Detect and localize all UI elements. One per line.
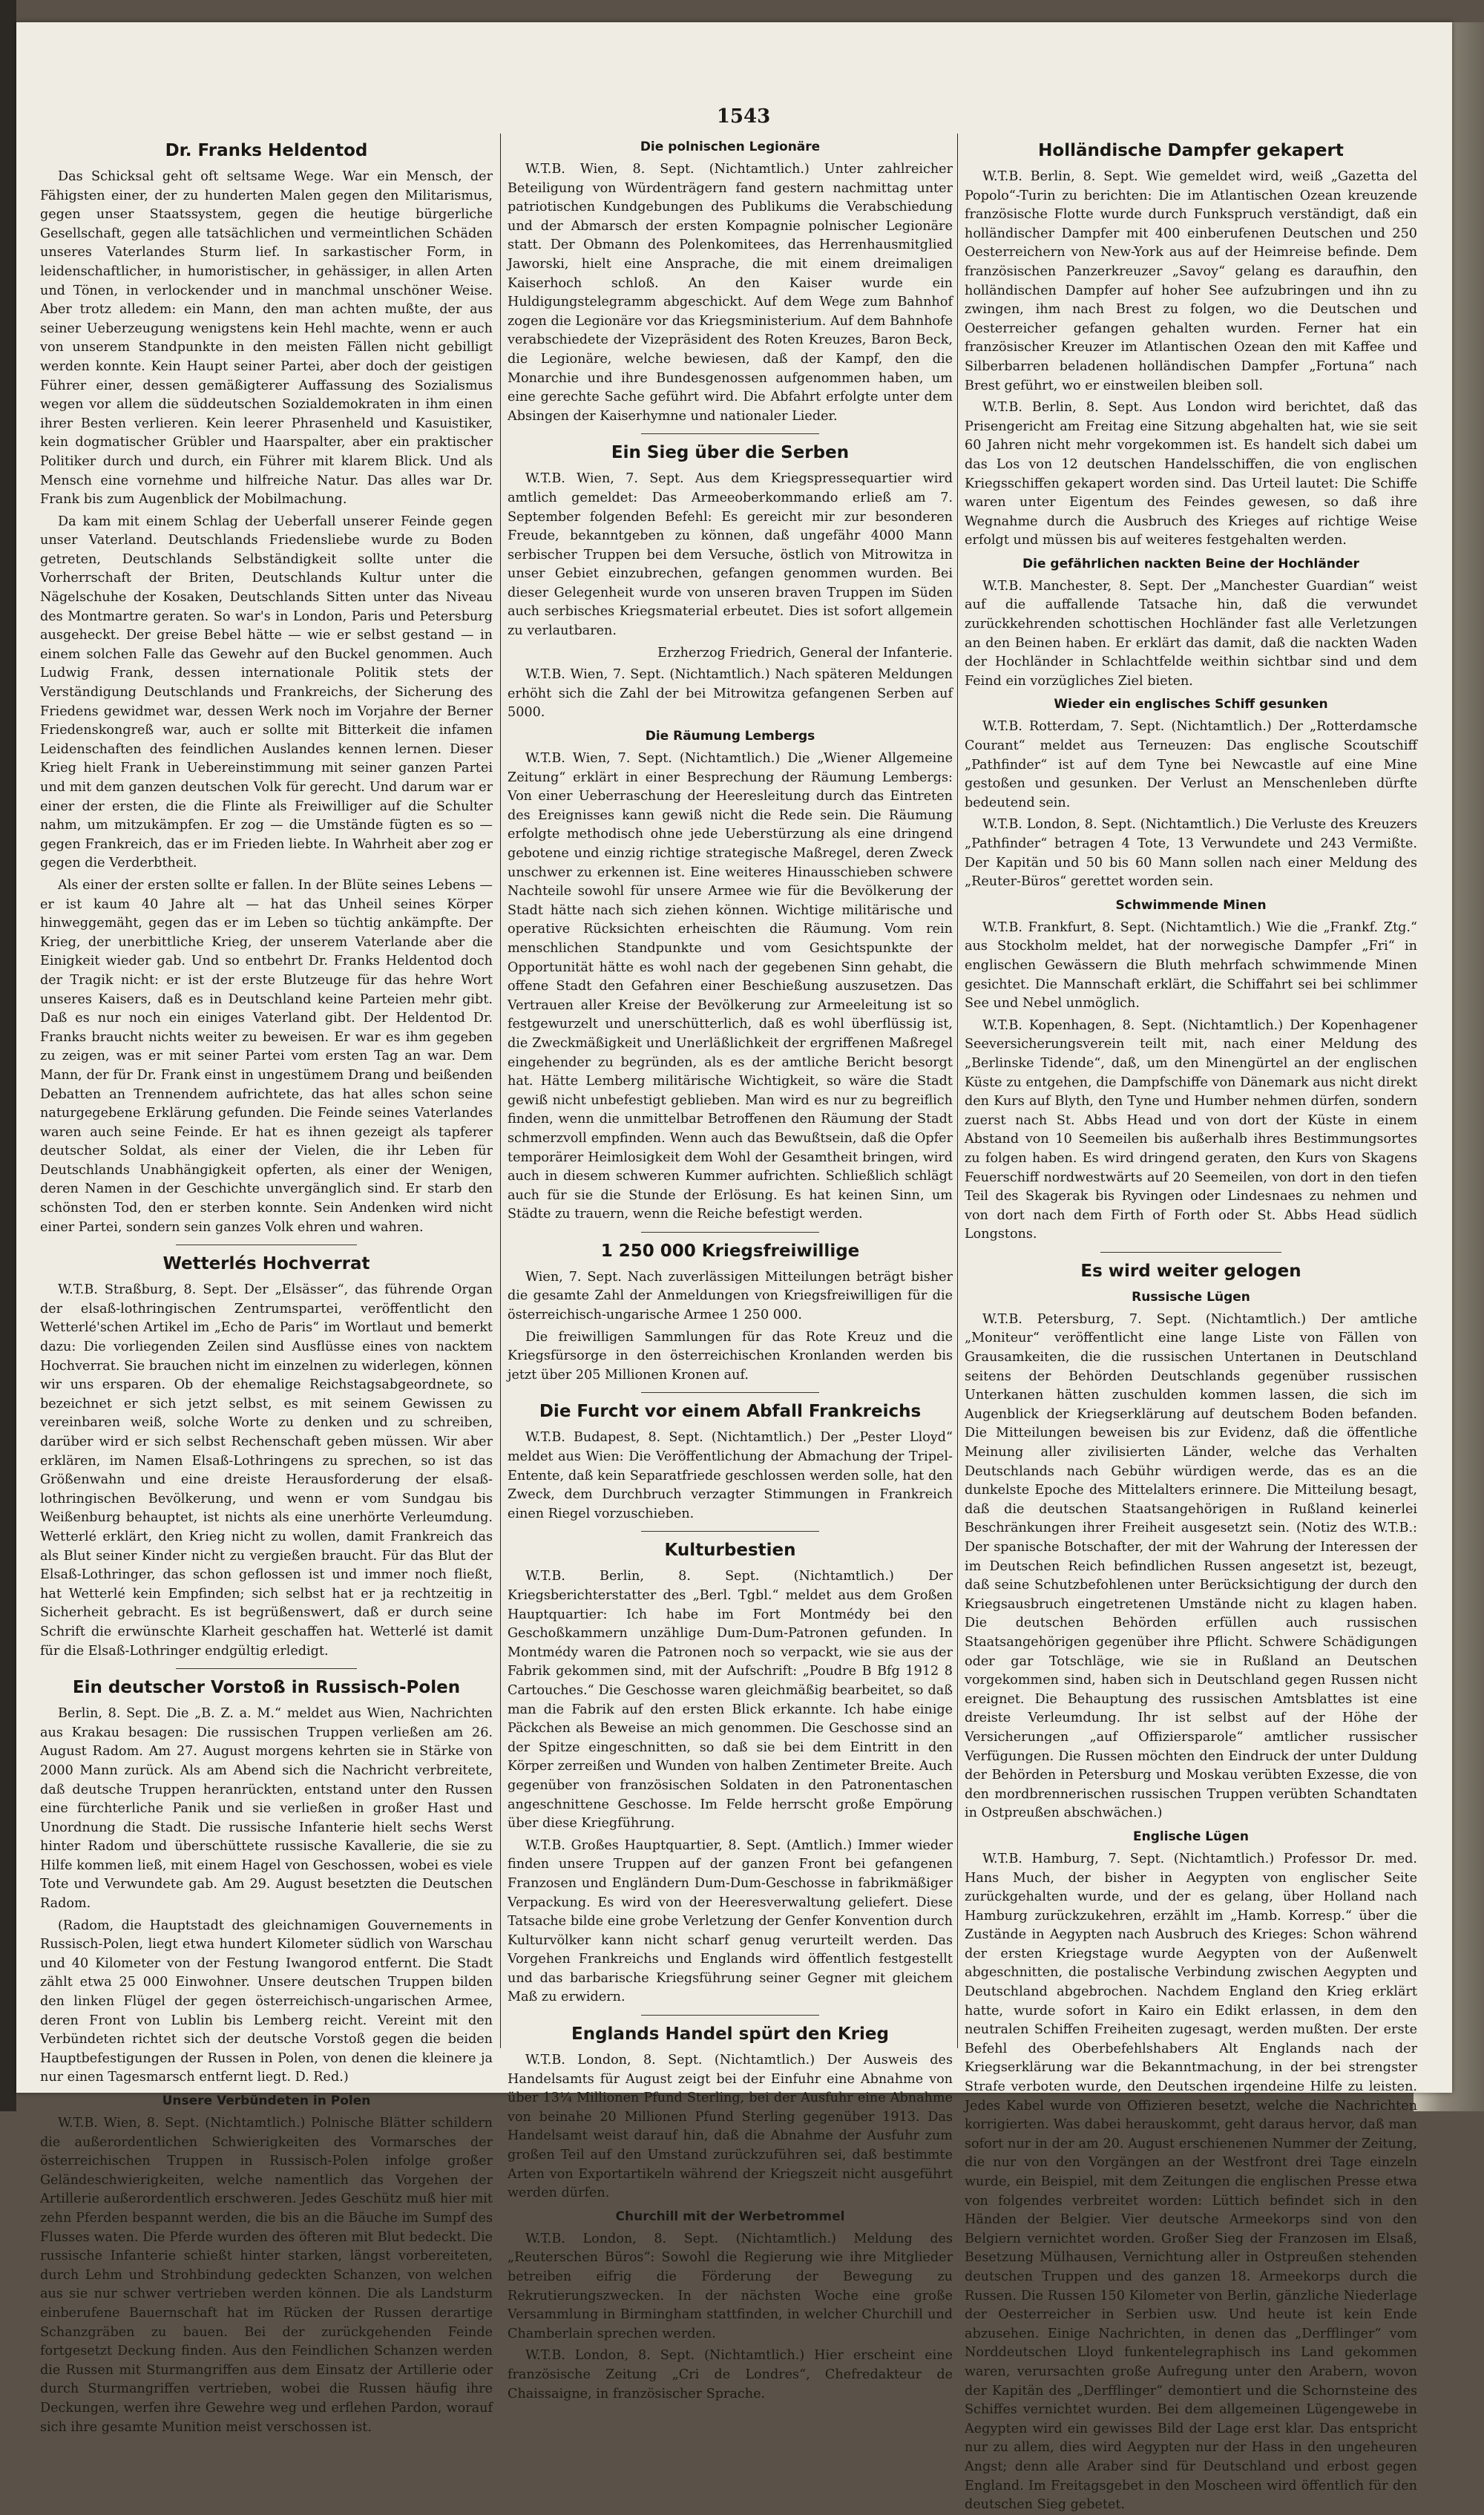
article-paragraph: Als einer der ersten sollte er fallen. In der Blüte seines Lebens — er ist kaum 40 Jahre alt — hat das Unheil seines Körper hinweggemäht, gegen das er im Leben so tüchtig ankämpfte. Der Krieg, der unerbittliche Krieg, der unserem Vaterlande aber die Einigkeit wieder gab. Und so entbehrt Dr. Franks Heldentod doch der Tragik nicht: er ist der erste Blutzeuge für das hehre Wort unseres Kaisers, daß es in Deutschland keine Parteien mehr gibt. Daß es nur noch ein einiges Vaterland gibt. Der Heldentod Dr. Franks braucht nichts weiter zu beweisen. Er war es ihm gegeben zu zeigen, was er mit seiner Partei vom ersten Tag an war. Dem Mann, der für Dr. Frank einst in ungestümem Drang und beißenden Debatten an Trennendem aufrichtete, das hat alles schon seine naturgegebene Erklärung gefunden. Die Feinde seines Vaterlandes waren auch seine Feinde. Er hat es ihnen gezeigt als tapferer deutscher Soldat, als einer der Vielen, die ihr Leben für Deutschlands Unabhängigkeit opferten, als einer der Wenigen, deren Namen in der Geschichte unvergänglich sind. Er starb den schönsten Tod, den er sterben konnte. Sein Andenken wird nicht einer Partei, sondern sein ganzes Volk ehren und wahren. bbox=[40, 877, 493, 1235]
article-paragraph: W.T.B. Berlin, 8. Sept. Wie gemeldet wird, weiß „Gazetta del Popolo“-Turin zu berichten: Die im Atlantischen Ozean kreuzende französische Flotte wurde durch Funkspruch verständigt, daß ein holländischer Dampfer mit 400 einberufenen Deutschen und 250 Oesterreichern von New-York aus auf der Heimreise befinde. Dem französischen Panzerkreuzer „Savoy“ gelang es daraufhin, den holländischen Dampfer auf hoher See aufzubringen und ihn zu zwingen, ihm nach Brest zu folgen, wo die Deutschen und Oesterreicher gefangen gehalten wurden. Ferner hat ein französischer Kreuzer im Atlantischen Ozean den mit Kaffee und Silberbarren beladenen holländischen Dampfer „Fortuna“ nach Brest geführt, wo er einstweilen bleiben soll. bbox=[965, 169, 1417, 393]
column-left bbox=[40, 134, 493, 2435]
article-paragraph: W.T.B. Wien, 7. Sept. (Nichtamtlich.) Nach späteren Meldungen erhöht sich die Zahl der bei Mitrowitza gefangenen Serben auf 5000. bbox=[508, 667, 953, 721]
article-separator bbox=[641, 1531, 819, 1532]
article-separator bbox=[641, 433, 819, 434]
article-subheading: Wieder ein englisches Schiff gesunken bbox=[1054, 697, 1328, 712]
article-paragraph: W.T.B. Budapest, 8. Sept. (Nichtamtlich.) Der „Pester Lloyd“ meldet aus Wien: Die Veröffentlichung der Abmachung der Tripel-Entente, daß kein Separatfriede geschlossen werden solle, hat den Zweck, dem Durchbruch verzagter Stimmungen in Frankreich einen Riegel vorzuschieben. bbox=[508, 1430, 953, 1521]
article-subheading: Russische Lügen bbox=[1132, 1289, 1250, 1305]
article-subheading: Unsere Verbündeten in Polen bbox=[162, 2093, 371, 2108]
article-separator bbox=[641, 1232, 819, 1233]
article-paragraph: Wien, 7. Sept. Nach zuverlässigen Mitteilungen beträgt bisher die gesamte Zahl der Anmeldungen von Kriegsfreiwilligen für die österreichisch-ungarische Armee 1 250 000. bbox=[508, 1269, 953, 1323]
article-paragraph: W.T.B. Hamburg, 7. Sept. (Nichtamtlich.) Professor Dr. med. Hans Much, der bisher in Aegypten von englischer Seite zurückgehalten wurde, und der es gelang, über Holland nach Hamburg zurückzukehren, erzählt im „Hamb. Korresp.“ über die Zustände in Aegypten nach Ausbruch des Krieges: Schon während der ersten Kriegstage wurde Aegypten von der Außenwelt abgeschnitten, die postalische Verbindung zwischen Aegypten und Deutschland abgebrochen. Nachdem England den Krieg erklärt hatte, wurde sofort in Kairo ein Edikt erlassen, in dem den neutralen Schiffen Freiheiten zugesagt, werden mußten. Der erste Befehl des Oberbefehlshabers Alt Englands nach der Kriegserklärung war die Bekanntmachung, in der bei strengster Strafe verboten wurde, den Deutschen irgendeine Hilfe zu leisten. Jedes Kabel wurde von Offizieren besetzt, welche die Nachrichten korrigierten. Was dabei herauskommt, geht daraus hervor, daß man sofort nur in der am 20. August erschienenen Nummer der Zeitung, die nur von den Vorgängen an der Westfront drei Tage einzeln wurde, ein Beispiel, mit dem Zeitungen die englischen Presse etwa von folgendes verbreitet worden: Lüttich befindet sich in den Händen der Belgier. Vier deutsche Armeekorps sind von den Belgiern vernichtet worden. Großer Sieg der Franzosen im Elsaß, Besetzung Mülhausen, Vernichtung aller in Ostpreußen stehenden deutschen Truppen und des ganzen 18. Armeekorps durch die Russen. Die Russen 150 Kilometer von Berlin, gänzliche Niederlage der Oesterreicher in Serbien usw. Und heute ist kein Ende abzusehen. Einige Nachrichten, in denen das „Derfflinger“ vom Norddeutschen Lloyd funkentelegraphisch ins Land gekommen waren, verursachten große Aufregung unter den Arabern, wovon der Kapitän des „Derfflinger“ demontiert und die Schornsteine des Schiffes vernichtet wurden. Bei dem allgemeinen Lügengewebe in Aegypten wird ein gewisses Bild der Lage erst klar. Das entspricht nur zu allem, dies wird Aegypten nur der Hass in den ungeheuren Angst; denn alle Araber sind für Deutschland und erbost gegen England. Im Freitagsgebet in den Moscheen wird öffentlich für den deutschen Sieg gebetet. bbox=[965, 1851, 1417, 2513]
column-right bbox=[965, 134, 1417, 2513]
article-headline: Wetterlés Hochverrat bbox=[162, 1254, 370, 1274]
article-paragraph: W.T.B. Frankfurt, 8. Sept. (Nichtamtlich.) Wie die „Frankf. Ztg.“ aus Stockholm meldet, hat der norwegische Dampfer „Fri“ in englischen Gewässern die Bluth mehrfach schwimmende Minen gesichtet. Die Mannschaft erklärt, die Schiffahrt sei bei schlimmer See und Nebel unmöglich. bbox=[965, 919, 1417, 1011]
article-paragraph: W.T.B. Wien, 8. Sept. (Nichtamtlich.) Polnische Blätter schildern die außerordentlichen Schwierigkeiten des Vormarsches der österreichischen Truppen in Russisch-Polen infolge großer Geländeschwierigkeiten, welche namentlich das Vorgehen der Artillerie außerordentlich erschweren. Jedes Geschütz muß hier mit zehn Pferden bespannt werden, die bis an die Bäuche im Sumpf des Flusses waten. Die Pferde wurden des öfteren mit Blut bedeckt. Die russische Infanterie schießt hinter starken, längst vorbereiteten, durch Lehm und Strohbindung gedeckten Schanzen, von welchen aus sie nur schwer vertrieben werden können. Die als Landsturm einberufene Bauernschaft hat im Rücken der Russen derartige Schanzgräben zu bauen. Bei der zurückgehenden Feinde fortgesetzt Deckung finden. Aus den Feindlichen Schanzen werden die Russen mit Sturmangriffen aus dem Einsatz der Artillerie oder durch Sturmangriffen vertrieben, wobei die Russen häufig ihre Deckungen, werfen ihre Gewehre weg und erflehen Pardon, worauf sich ihre gesamte Munition meist verschossen ist. bbox=[40, 2116, 493, 2435]
article-paragraph: W.T.B. Wien, 7. Sept. Aus dem Kriegspressequartier wird amtlich gemeldet: Das Armeeoberkommando erließ am 7. September folgenden Befehl: Es gereicht mir zur besonderen Freude, bekanntgeben zu können, daß ungefähr 4000 Mann serbischer Truppen bei dem Versuche, östlich von Mitrowitza in unser Gebiet einzubrechen, gefangen genommen wurden. Bei dieser Gelegenheit wurde von unseren braven Truppen im Süden auch serbisches Kriegsmaterial erbeutet. Dies ist sofort allgemein zu verlautbaren. bbox=[508, 471, 953, 639]
page-number: 1543 bbox=[716, 105, 771, 128]
article-paragraph: W.T.B. Berlin, 8. Sept. (Nichtamtlich.) Der Kriegsberichterstatter des „Berl. Tgbl.“ meldet aus dem Großen Hauptquartier: Ich habe im Fort Montmédy bei den Geschoßkammern unzählige Dum-Dum-Patronen gefunden. In Montmédy waren die Patronen noch so verpackt, wie sie aus der Fabrik gekommen sind, mit der Aufschrift: „Poudre B Bfg 1912 8 Cartouches.“ Die Geschosse waren gleichmäßig bearbeitet, so daß man die Fabrik auf den ersten Blick erkannte. Ich habe einige Päckchen als Beweise an mich genommen. Die Geschosse sind an der Spitze eingeschnitten, so daß sie bei dem Eintritt in den Körper zerreißen und Wunden von halben Zentimeter Breite. Auch gegenüber von französischen Soldaten in den Patronentaschen angeschnittene Geschosse. Im Felde herrscht große Empörung über diese Kriegführung. bbox=[508, 1569, 953, 1832]
article-paragraph: W.T.B. London, 8. Sept. (Nichtamtlich.) Meldung des „Reuterschen Büros“: Sowohl die Regierung wie ihre Mitglieder betreiben eifrig die Förderung der Bewegung zu Rekrutierungszwecken. In der nächsten Woche eine große Versammlung in Birmingham stattfinden, in welcher Churchill und Chamberlain sprechen werden. bbox=[508, 2231, 953, 2341]
article-headline: 1 250 000 Kriegsfreiwillige bbox=[600, 1241, 860, 1261]
article-subheading: Englische Lügen bbox=[1132, 1829, 1250, 1844]
book-spine-shadow bbox=[0, 0, 16, 2111]
article-paragraph: W.T.B. Manchester, 8. Sept. Der „Manchester Guardian“ weist auf die auffallende Tatsache hin, daß die verwundet zurückkehrenden schottischen Hochländer fast alle Verletzungen an den Beinen haben. Er erklärt das damit, daß die nackten Waden der Hochländer in Schlachtfelde weithin sichtbar sind und dem Feind ein vorzügliches Ziel bieten. bbox=[965, 578, 1417, 689]
article-separator bbox=[641, 2015, 819, 2016]
article-separator bbox=[176, 1668, 357, 1669]
article-subheading: Schwimmende Minen bbox=[1115, 897, 1267, 913]
newspaper-page bbox=[16, 22, 1452, 2513]
article-headline: Die Furcht vor einem Abfall Frankreichs bbox=[539, 1402, 922, 1422]
article-headline: Englands Handel spürt den Krieg bbox=[571, 2024, 889, 2045]
article-paragraph: W.T.B. Petersburg, 7. Sept. (Nichtamtlich.) Der amtliche „Moniteur“ veröffentlicht eine lange Liste von Fällen von Grausamkeiten, die die russischen Untertanen in Deutschland seitens der Behörden Deutschlands gegenüber russischen Unterkanen hätten zuschulden kommen lassen, die sich im Augenblick der Kriegserklärung auf deutschem Boden befanden. Die Mitteilungen beweisen bis zur Evidenz, daß die öffentliche Meinung aller zivilisierten Länder, welche das Verhalten Deutschlands nach Gebühr würdigen werde, das es an die dunkelste Epoche des Mittelalters erinnere. Die Mitteilung besagt, daß die deutschen Staatsangehörigen in Rußland keinerlei Beschränkungen ihrer Freiheit ausgesetzt sein. (Notiz des W.T.B.: Der spanische Botschafter, der mit der Wahrung der Interessen der im Deutschen Reich befindlichen Russen angesetzt ist, bezeugt, daß seine Schutzbefohlenen unter Berücksichtigung der durch den Kriegsausbruch eingetretenen Umstände nicht zu klagen haben. Die deutschen Behörden erfüllen auch russischen Staatsangehörigen gegenüber ihre Pflicht. Schwere Schädigungen oder gar Totschläge, wie sie in Rußland an Deutschen vorgekommen sind, haben sich in Deutschland gegen Russen nicht ereignet. Die Behauptung des russischen Amtsblattes ist eine dreiste Verleumdung. Ihr ist selbst auf der Höhe der Versicherungen „auf Offiziersparole“ amtlicher russischer Verfügungen. Die Russen möchten den Eindruck der unter Duldung der Behörden in Petersburg und Moskau verübten Exzesse, die von den mordbrennerischen russischen Truppen verübten Schandtaten in Ostpreußen abschwächen.) bbox=[965, 1311, 1417, 1821]
article-headline: Ein Sieg über die Serben bbox=[611, 443, 850, 463]
article-subheading: Die polnischen Legionäre bbox=[640, 140, 821, 154]
article-paragraph: W.T.B. London, 8. Sept. (Nichtamtlich.) Der Ausweis des Handelsamts für August zeigt bei der Einfuhr eine Abnahme von über 13¼ Millionen Pfund Sterling, bei der Ausfuhr eine Abnahme von beinahe 20 Millionen Pfund Sterling gegenüber 1913. Das Handelsamt weist darauf hin, daß die Abnahme der Ausfuhr zum großen Teil auf den Umstand zurückzuführen sei, daß bestimmte Arten von Exportartikeln während der Kriegszeit nicht ausgeführt werden dürfen. bbox=[508, 2053, 953, 2201]
article-separator bbox=[1100, 1252, 1281, 1253]
article-headline: Ein deutscher Vorstoß in Russisch-Polen bbox=[72, 1678, 461, 1698]
article-headline: Dr. Franks Heldentod bbox=[165, 141, 368, 160]
article-paragraph: W.T.B. London, 8. Sept. (Nichtamtlich.) Hier erscheint eine französische Zeitung „Cri de Londres“, Chefredakteur de Chaissaigne, in französischer Sprache. bbox=[508, 2348, 953, 2401]
article-paragraph: W.T.B. Straßburg, 8. Sept. Der „Elsässer“, das führende Organ der elsaß-lothringischen Zentrumspartei, veröffentlicht den Wetterlé'schen Artikel im „Echo de Paris“ im Wortlaut und bemerkt dazu: Die vorliegenden Zeilen sind Ausflüsse eines von nacktem Hochverrat. Sie brauchen nicht im einzelnen zu widerlegen, können wir uns ersparen. Ob der ehemalige Reichstagsabgeordnete, so bezeichnet er sich jetzt selbst, es mit seinem Gewissen zu vereinbaren weiß, solche Worte zu denken und zu schreiben, darüber wird er sich selbst Rechenschaft geben müssen. Wir aber erklären, im Namen Elsaß-Lothringens zu sprechen, so ist das Größenwahn und eine dreiste Herausforderung der elsaß-lothringischen Bevölkerung, und wenn er vom Sundgau bis Weißenburg behauptet, ist nichts als eine unerhörte Verleumdung. Wetterlé erklärt, den Krieg nicht zu wollen, damit Frankreich das als Blut seiner Kinder nicht zu vergießen braucht. Für das Blut der Elsaß-Lothringer, das schon geflossen ist und immer noch fließt, hat Wetterlé kein Empfinden; sich selbst hat er ja rechtzeitig in Sicherheit gebracht. Es ist begrüßenswert, daß er durch seine Schrift die erwünschte Klarheit geschaffen hat. Wetterlé ist damit für die Elsaß-Lothringer endgültig erledigt. bbox=[40, 1282, 493, 1659]
article-subheading: Die Räumung Lembergs bbox=[645, 729, 815, 744]
column-rule bbox=[957, 134, 958, 2048]
article-separator bbox=[641, 1392, 819, 1393]
article-headline: Holländische Dampfer gekapert bbox=[1038, 141, 1344, 160]
article-paragraph: W.T.B. Berlin, 8. Sept. Aus London wird berichtet, daß das Prisengericht am Freitag eine Sitzung abgehalten hat, wie sie seit 60 Jahren nicht mehr vorgekommen ist. Es handelt sich dabei um das Los von 12 deutschen Handelsschiffen, die von englischen Kriegsschiffen gekapert worden sind. Das Urteil lautet: Die Schiffe waren unter Eigentum des Feindes gewesen, so daß ihre Wegnahme durch die Ausbruch des Krieges auf richtige Weise erfolgt und müssen bis auf weiteres festgehalten werden. bbox=[965, 400, 1417, 548]
article-headline: Kulturbestien bbox=[664, 1541, 796, 1561]
article-paragraph: Das Schicksal geht oft seltsame Wege. War ein Mensch, der Fähigsten einer, der zu hunderten Malen gegen den Militarismus, gegen unser Staatssystem, gegen die heutige bürgerliche Gesellschaft, gegen alle tatsächlichen und vermeintlichen Schäden unseres Vaterlandes Sturm lief. In sarkastischer Form, in leidenschaftlicher, in humoristischer, in gehässiger, in allen Arten und Tönen, in verlockender und in manchmal unschöner Weise. Aber trotz alledem: ein Mann, den man achten mußte, der aus seiner Ueberzeugung wenigstens kein Hehl machte, wenn er auch von unserem Standpunkte in den meisten Fällen nicht gebilligt werden konnte. Kein Haupt seiner Partei, aber doch der geistigen Führer einer, dessen gemäßigterer Auffassung des Sozialismus wegen vor allem die süddeutschen Sozialdemokraten in ihm einen ihrer Besten verlieren. Kein leerer Phrasenheld und Kasuistiker, kein dogmatischer Grübler und Haarspalter, aber ein praktischer Politiker durch und durch, ein Führer mit klarem Blick. Und als Mensch eine vornehme und hilfreiche Natur. Das alles war Dr. Frank bis zum Augenblick der Mobilmachung. bbox=[40, 169, 493, 508]
article-paragraph: W.T.B. Wien, 7. Sept. (Nichtamtlich.) Die „Wiener Allgemeine Zeitung“ erklärt in einer Besprechung der Räumung Lembergs: Von einer Ueberraschung der Heeresleitung durch das Eintreten des Ereignisses kann gewiß nicht die Rede sein. Die Räumung erfolgte methodisch ohne jede Ueberstürzung als eine dringend gebotene und einzig richtige strategische Maßregel, deren Zweck unschwer zu erkennen ist. Eine weiteres Hinausschieben schwere Nachteile sowohl für unsere Armee wie für die Bevölkerung der Stadt hätte nach sich ziehen können. Wichtige militärische und operative Rücksichten erheischten die Räumung. Vom rein menschlichen Standpunkte und vom Gesichtspunkte der Opportunität hätte es wohl nach der gegebenen Sinn gehabt, die offene Stadt den Gefahren einer Beschießung auszusetzen. Das Vertrauen aller Kreise der Bevölkerung zur Armeeleitung ist so festgewurzelt und unerschütterlich, daß es wohl überflüssig ist, die Zweckmäßigkeit und Unerläßlichkeit der ergriffenen Maßregel eingehender zu begründen, als es der amtliche Bericht besorgt hat. Hätte Lemberg militärische Wichtigkeit, so wäre die Stadt gewiß nicht unbefestigt geblieben. Man wird es nur zu begreiflich finden, wenn die unmittelbar Betroffenen den Räumung der Stadt schmerzvoll empfinden. Wenn auch das Bewußtsein, daß die Opfer temporärer Heimlosigkeit dem Wohl der Gesamtheit bringen, wird auch in diesem schweren Kummer aufrichten. Schließlich schlägt auch für sie die Stunde der Erlösung. Es hat keinen Sinn, um Städte zu trauern, wenn die Reiche befestigt werden. bbox=[508, 751, 953, 1222]
article-signature: Erzherzog Friedrich, General der Infanterie. bbox=[657, 645, 953, 660]
column-rule bbox=[500, 134, 501, 2048]
column-middle bbox=[508, 134, 953, 2401]
article-paragraph: Die freiwilligen Sammlungen für das Rote Kreuz und die Kriegsfürsorge in den österreichischen Kronlanden werden bis jetzt über 205 Millionen Kronen auf. bbox=[508, 1329, 953, 1383]
article-subheading: Die gefährlichen nackten Beine der Hochländer bbox=[1022, 556, 1359, 571]
article-subheading: Churchill mit der Werbetrommel bbox=[615, 2209, 845, 2224]
article-paragraph: W.T.B. Wien, 8. Sept. (Nichtamtlich.) Unter zahlreicher Beteiligung von Würdenträgern fand gestern nachmittag unter patriotischen Kundgebungen des Publikums die Verabschiedung und der Abmarsch der ersten Kompagnie polnischer Legionäre statt. Der Obmann des Polenkomitees, das Herrenhausmitglied Jaworski, hielt eine Ansprache, die mit einem dreimaligen Kaiserhoch schloß. An den Kaiser wurde ein Huldigungstelegramm abgeschickt. Auf dem Wege zum Bahnhof zogen die Legionäre vor das Kriegsministerium. Auf dem Bahnhofe verabschiedete der Vizepräsident des Roten Kreuzes, Baron Beck, die Legionäre, welche bewiesen, daß der Kampf, den die Monarchie und ihre Bundesgenossen aufgenommen haben, um eine gerechte Sache geführt wird. Die Abfahrt erfolgte unter dem Absingen der Kaiserhymne und nationaler Lieder. bbox=[508, 162, 953, 424]
article-paragraph: W.T.B. Kopenhagen, 8. Sept. (Nichtamtlich.) Der Kopenhagener Seeversicherungsverein teilt mit, nach einer Meldung des „Berlinske Tidende“, daß, um den Minengürtel an der englischen Küste zu entgehen, die Dampfschiffe von Dänemark aus nicht direkt den Kurs auf Blyth, den Tyne und Humber nehmen dürfen, sondern zuerst nach St. Abbs Head und von dort der Küste in einem Abstand von 10 Seemeilen bis außerhalb ihres Bestimmungsortes zu folgen haben. Es wird dringend geraten, den Kurs von Skagens Feuerschiff nordwestwärts auf 20 Seemeilen, von dort in den tiefen Teil des Skagerak bis Ryvingen oder Lindesnaes zu nehmen und von dort nach dem Firth of Forth oder St. Abbs Head südlich Longstons. bbox=[965, 1017, 1417, 1242]
article-paragraph: W.T.B. Großes Hauptquartier, 8. Sept. (Amtlich.) Immer wieder finden unsere Truppen auf der ganzen Front bei gefangenen Franzosen und Engländern Dum-Dum-Geschosse in fabrikmäßiger Verpackung. Es wird von der Heeresverwaltung geliefert. Diese Tatsache bilde eine grobe Verletzung der Genfer Konvention durch Kulturvölker kann nicht scharf genug verurteilt werden. Das Vorgehen Frankreichs und Englands wird öffentlich festgestellt und das barbarische Kriegsführung seiner Gegner mit gleichem Maß zu erwidern. bbox=[508, 1837, 953, 2005]
article-paragraph: Berlin, 8. Sept. Die „B. Z. a. M.“ meldet aus Wien, Nachrichten aus Krakau besagen: Die russischen Truppen verließen am 26. August Radom. Am 27. August morgens kehrten sie in Stärke von 2000 Mann zurück. Als am Abend sich die Nachricht verbreitete, daß deutsche Truppen heranrückten, entstand unter den Russen eine fürchterliche Panik und sie verließen in großer Hast und Unordnung die Stadt. Die russische Infanterie hielt sechs Werst hinter Radom und überschüttete russische Kavallerie, die sie zu Hilfe kommen ließ, mit einem Hagel von Geschossen, wobei es viele Tote und Verwundete gab. Am 29. August besetzten die Deutschen Radom. bbox=[40, 1706, 493, 1912]
article-headline: Es wird weiter gelogen bbox=[1080, 1261, 1301, 1281]
article-paragraph: Da kam mit einem Schlag der Ueberfall unserer Feinde gegen unser Vaterland. Deutschlands Friedensliebe wurde zu Boden getreten, Deutschlands Selbständigkeit sollte unter die Vorherrschaft der Briten, Deutschlands Kultur unter die Nägelschuhe der Kosaken, Deutschlands Sitten unter das Niveau des Montmartre geraten. So war's in London, Paris und Petersburg ausgeheckt. Der greise Bebel hätte — wie er selbst gestand — in einem solchen Falle das Gewehr auf den Buckel genommen. Auch Ludwig Frank, dessen internationale Politik stets der Verständigung Deutschlands und Frankreichs, der Sicherung des Friedens gewidmet war, dessen Werk noch im Vorjahre der Berner Friedenskongreß war, auch er sollte mit Bitterkeit die infamen Leidenschaften des feindlichen Auslandes kennen lernen. Dieser Krieg hielt Frank in Uebereinstimmung mit seiner ganzen Partei und mit dem ganzen deutschen Volk für gerecht. Und darum war er einer der ersten, die die Flinte als Freiwilliger auf die Schulter nahm, um mitzukämpfen. Er zog — die Umstände fügten es so — gegen Frankreich, das er im Frieden liebte. In Wahrheit aber zog er gegen die Verderbtheit. bbox=[40, 514, 493, 871]
article-paragraph: (Radom, die Hauptstadt des gleichnamigen Gouvernements in Russisch-Polen, liegt etwa hundert Kilometer südlich von Warschau und 40 Kilometer von der Festung Iwangorod entfernt. Die Stadt zählt etwa 25 000 Einwohner. Unsere deutschen Truppen bilden den linken Flügel der gegen österreichisch-ungarischen Armee, deren Front von Lublin bis Lemberg reicht. Vereint mit den Verbündeten richtet sich der deutsche Vorstoß gegen die beiden Hauptbefestigungen der Russen in Polen, von denen die kleinere ja nur einen Tagesmarsch entfernt liegt. D. Red.) bbox=[40, 1918, 493, 2085]
article-paragraph: W.T.B. Rotterdam, 7. Sept. (Nichtamtlich.) Der „Rotterdamsche Courant“ meldet aus Terneuzen: Das englische Scoutschiff „Pathfinder“ ist auf dem Tyne bei Newcastle auf eine Mine gestoßen und gesunken. Der Verlust an Menschenleben dürfte bedeutend sein. bbox=[965, 719, 1417, 810]
article-paragraph: W.T.B. London, 8. Sept. (Nichtamtlich.) Die Verluste des Kreuzers „Pathfinder“ betragen 4 Tote, 13 Verwundete und 243 Vermißte. Der Kapitän und 50 bis 60 Mann sollen nach einer Meldung des „Reuter-Büros“ gerettet worden sein. bbox=[965, 817, 1417, 890]
